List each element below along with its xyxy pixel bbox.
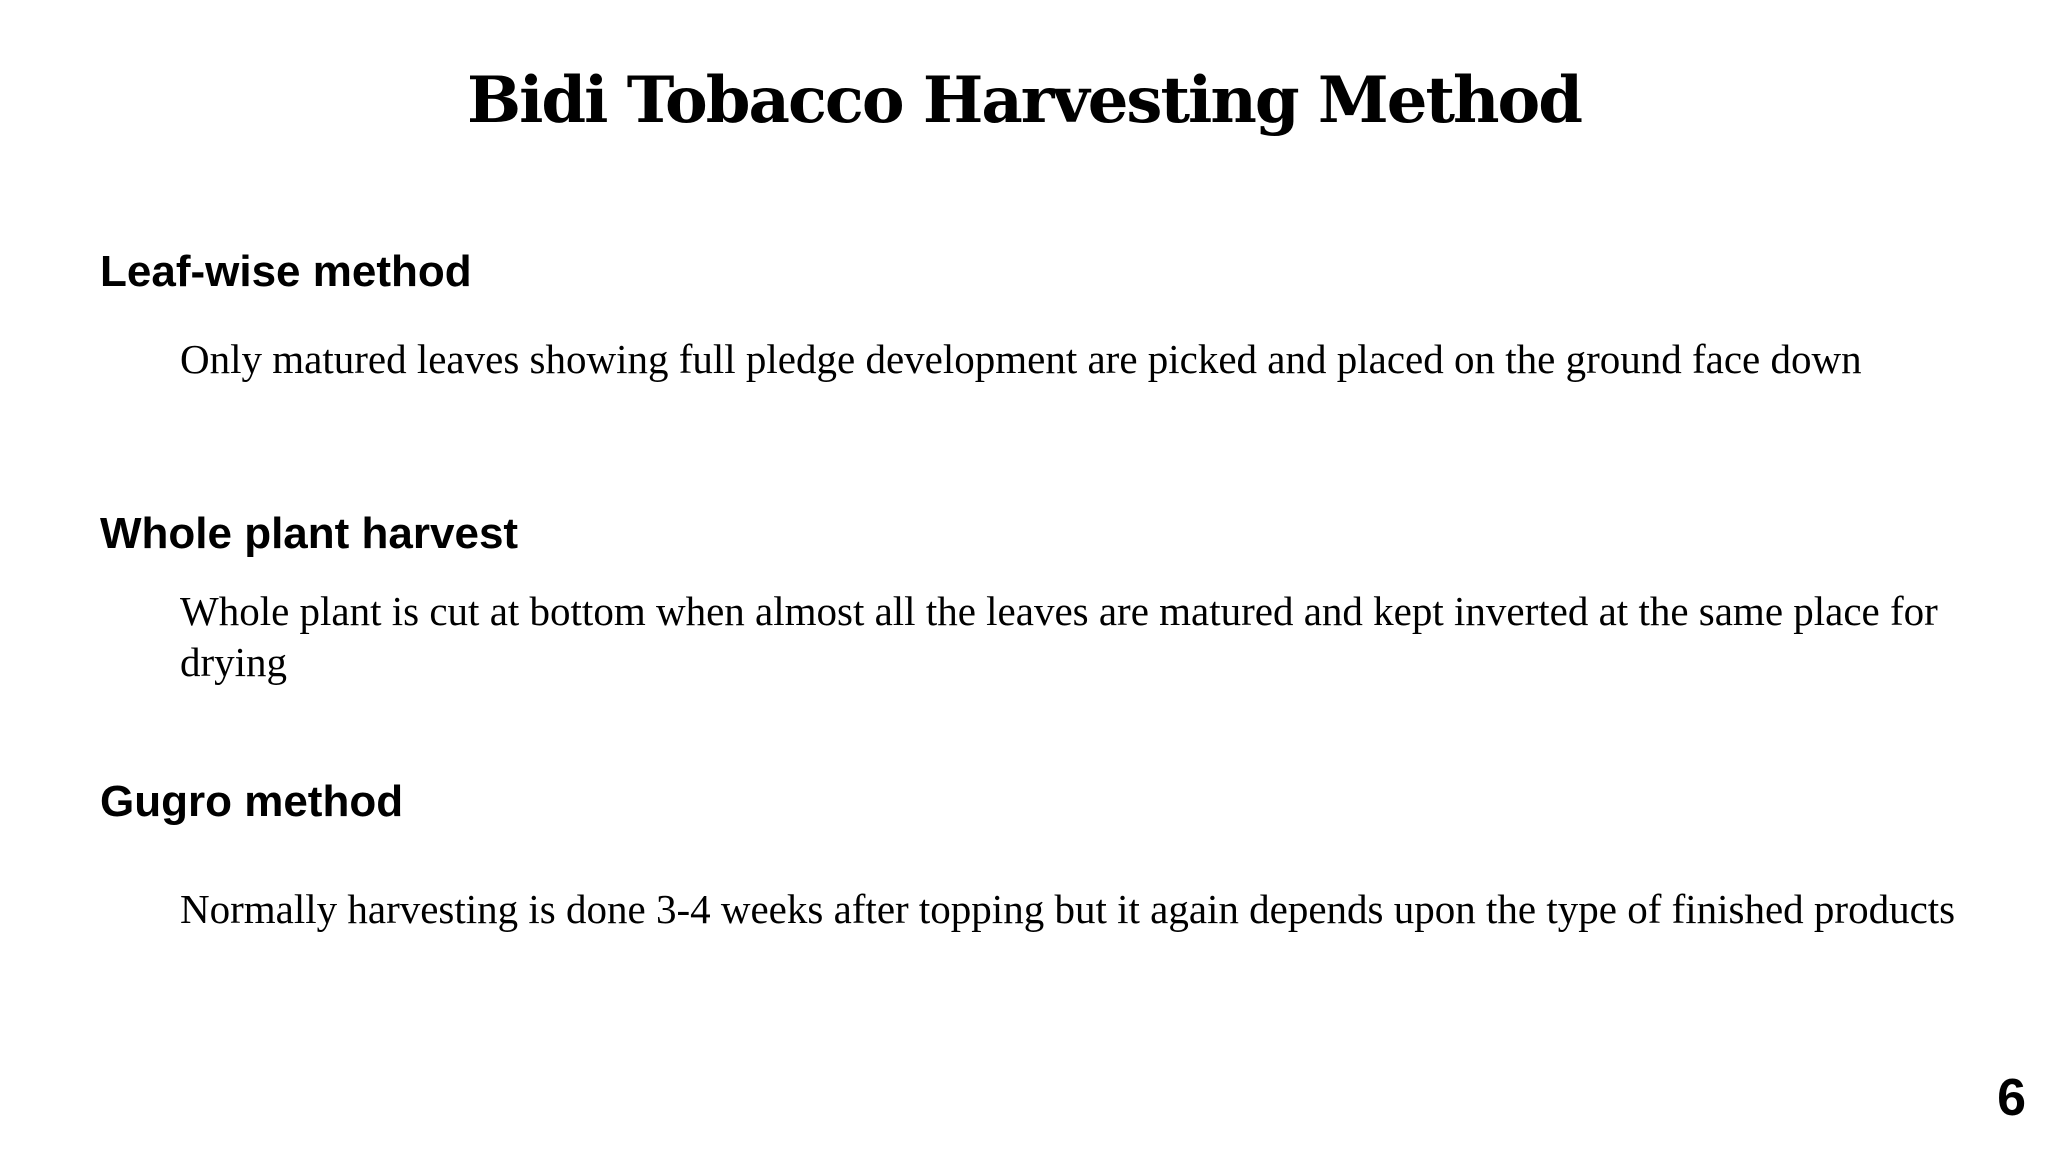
section-text-gugro: Normally harvesting is done 3-4 weeks after topping but it again depends upon the type of finished products (180, 886, 1956, 932)
section-text-whole-plant: Whole plant is cut at bottom when almost all the leaves are matured and kept inverted at the same place for drying (180, 588, 1938, 685)
slide-title: Bidi Tobacco Harvesting Method (467, 63, 1581, 138)
section-heading-gugro: Gugro method (100, 777, 404, 826)
section-heading-whole-plant: Whole plant harvest (100, 509, 519, 558)
page-number: 6 (1997, 1069, 2026, 1127)
section-text-leaf-wise: Only matured leaves showing full pledge development are picked and placed on the ground face down (180, 336, 1862, 382)
section-heading-leaf-wise: Leaf-wise method (100, 247, 472, 296)
